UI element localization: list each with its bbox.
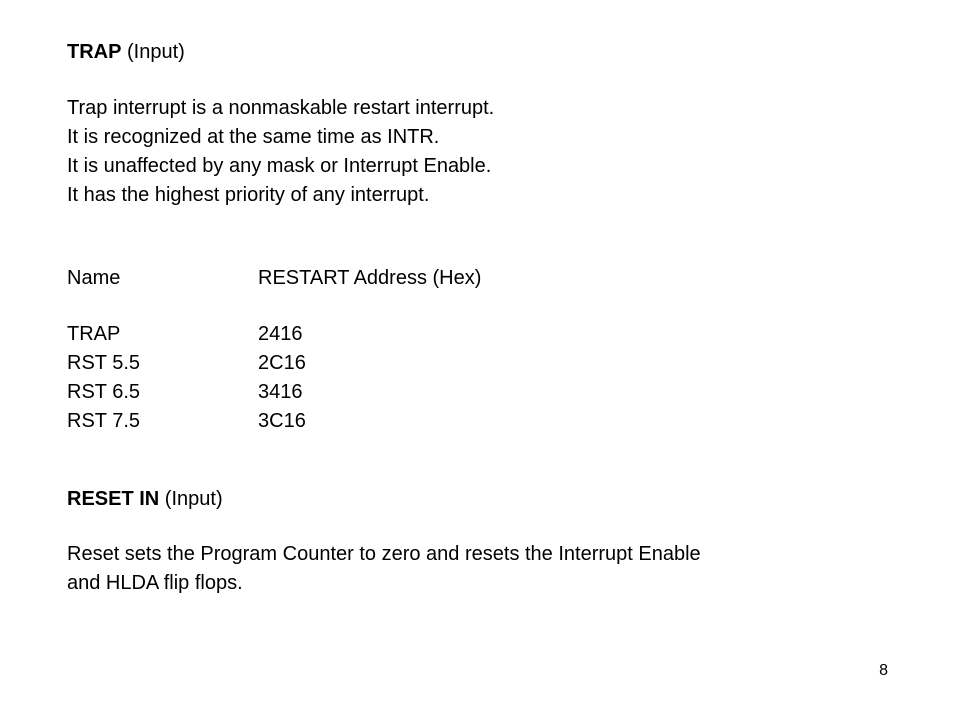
table-header-address: RESTART Address (Hex) [258, 267, 482, 289]
trap-heading [67, 40, 185, 64]
reset-description-line: and HLDA flip flops. [67, 572, 243, 594]
table-cell-address: 3416 [258, 381, 303, 403]
table-cell-address: 2C16 [258, 352, 306, 374]
table-cell-name: RST 7.5 [67, 410, 140, 432]
table-cell-address: 3C16 [258, 410, 306, 432]
table-cell-address: 2416 [258, 323, 303, 345]
table-cell-name: RST 6.5 [67, 381, 140, 403]
page-number: 8 [879, 662, 888, 679]
table-row [67, 409, 306, 433]
trap-description-line: It is unaffected by any mask or Interrupt Enable. [67, 155, 492, 177]
trap-heading-bold: TRAP [67, 41, 122, 63]
table-row [67, 322, 303, 346]
trap-description-line: It has the highest priority of any interrupt. [67, 184, 430, 206]
trap-heading-suffix: (Input) [121, 41, 185, 63]
trap-description-line: It is recognized at the same time as INTR. [67, 126, 440, 148]
reset-heading [67, 487, 223, 511]
table-row [67, 380, 303, 404]
table-header-name: Name [67, 267, 121, 289]
trap-description-line: Trap interrupt is a nonmaskable restart interrupt. [67, 97, 495, 119]
reset-heading-suffix: (Input) [159, 488, 223, 510]
table-cell-name: TRAP [67, 323, 121, 345]
table-cell-name: RST 5.5 [67, 352, 140, 374]
table-header-row [67, 266, 482, 290]
reset-heading-bold: RESET IN [67, 488, 160, 510]
reset-description-line: Reset sets the Program Counter to zero and resets the Interrupt Enable [67, 543, 701, 565]
table-row [67, 351, 306, 375]
